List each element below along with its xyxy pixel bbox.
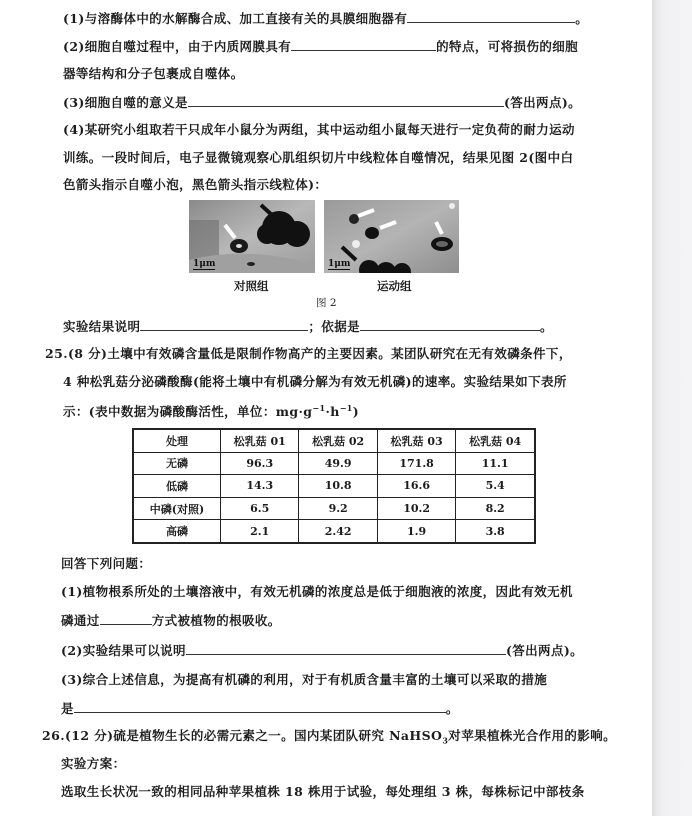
text: (2)实验结果可以说明 xyxy=(61,643,186,658)
punct: 。 xyxy=(540,319,553,334)
table-cell: 中磷(对照) xyxy=(133,497,221,520)
table-row xyxy=(133,452,535,475)
scale-bar-label: 1μm xyxy=(193,259,216,269)
table-cell: 2.42 xyxy=(299,520,377,543)
q25-line3 xyxy=(63,400,359,420)
answer-blank[interactable] xyxy=(407,10,575,23)
phosphatase-activity-table xyxy=(132,428,536,544)
q24-part1-text: (1)与溶酶体中的水解酶合成、加工直接有关的具膜细胞器有 xyxy=(63,11,408,26)
text: 26.(12 分)硫是植物生长的必需元素之一。国内某团队研究 NaHSO xyxy=(42,728,443,743)
q25-part1-line2 xyxy=(61,612,281,629)
text: (答出两点)。 xyxy=(505,643,584,658)
micrograph-exercise xyxy=(324,200,459,273)
table-header: 松乳菇 02 xyxy=(299,429,377,452)
figure-label: 图 2 xyxy=(316,297,337,309)
q25-part1-line1: (1)植物根系所处的土壤溶液中，有效无机磷的浓度总是低于细胞液的浓度，因此有效无机 xyxy=(61,584,573,599)
answer-intro: 回答下列问题： xyxy=(61,556,152,571)
table-header: 松乳菇 01 xyxy=(221,429,299,452)
q24-part3 xyxy=(63,94,581,111)
q24-part3-text: (3)细胞自噬的意义是 xyxy=(63,95,188,110)
q24-part4-line3: 色箭头指示自噬小泡，黑色箭头指示线粒体)： xyxy=(63,177,328,192)
table-cell: 高磷 xyxy=(133,520,221,543)
table-cell: 11.1 xyxy=(456,452,535,475)
q26-line1 xyxy=(42,728,616,749)
table-header: 松乳菇 03 xyxy=(377,429,455,452)
answer-blank[interactable] xyxy=(188,94,504,107)
table-cell: 10.2 xyxy=(377,497,455,520)
micrograph-control xyxy=(189,200,315,273)
q24-result xyxy=(63,318,553,335)
answer-blank[interactable] xyxy=(100,612,152,625)
q24-part2 xyxy=(63,38,578,55)
table-row xyxy=(133,497,535,520)
q24-part2-line2: 器等结构和分子包裹成自噬体。 xyxy=(63,66,244,81)
q24-part2-text: (2)细胞自噬过程中，由于内质网膜具有 xyxy=(63,39,292,54)
q25-part3-line1: (3)综合上述信息，为提高有机磷的利用，对于有机质含量丰富的土壤可以采取的措施 xyxy=(61,672,548,687)
q25-line1: 25.(8 分)土壤中有效磷含量低是限制作物高产的主要因素。某团队研究在无有效磷条件下， xyxy=(45,346,572,361)
q24-part2-mid: 的特点，可将损伤的细胞 xyxy=(436,39,579,54)
table-cell: 10.8 xyxy=(299,475,377,498)
answer-blank[interactable] xyxy=(140,318,308,331)
table-cell: 96.3 xyxy=(221,452,299,475)
q24-part1 xyxy=(63,10,588,27)
table-header: 处理 xyxy=(133,429,221,452)
q25-line2: 4 种松乳菇分泌磷酸酶(能将土壤中有机磷分解为有效无机磷)的速率。实验结果如下表所 xyxy=(63,374,567,389)
exponent: −1 xyxy=(312,403,326,413)
q25-part3-line2 xyxy=(61,700,459,717)
table-cell: 无磷 xyxy=(133,452,221,475)
table-cell: 低磷 xyxy=(133,475,221,498)
table-cell: 6.5 xyxy=(221,497,299,520)
text: 磷通过 xyxy=(61,613,100,628)
q26-line3: 选取生长状况一致的相同品种苹果植株 18 株用于试验，每处理组 3 株，每株标记中部枝条 xyxy=(61,784,585,799)
text: 方式被植物的根吸收。 xyxy=(151,613,281,628)
table-cell: 3.8 xyxy=(456,520,535,543)
result-label: 实验结果说明 xyxy=(63,319,141,334)
answer-blank[interactable] xyxy=(360,318,540,331)
viewer-background xyxy=(652,0,692,816)
q24-part4-line2: 训练。一段时间后，电子显微镜观察心肌组织切片中线粒体自噬情况，结果见图 2(图中白 xyxy=(63,150,574,165)
table-header: 松乳菇 04 xyxy=(456,429,535,452)
table-cell: 1.9 xyxy=(377,520,455,543)
scale-bar-label: 1μm xyxy=(328,259,351,269)
unit-text: 示：(表中数据为磷酸酶活性，单位：mg·g xyxy=(63,404,313,420)
table-cell: 14.3 xyxy=(221,475,299,498)
table-row xyxy=(133,520,535,543)
unit-text: ·h xyxy=(325,404,340,420)
table-header-row xyxy=(133,429,535,452)
table-cell: 16.6 xyxy=(377,475,455,498)
answer-blank[interactable] xyxy=(74,700,446,713)
result-mid: ；依据是 xyxy=(308,319,361,334)
table-cell: 49.9 xyxy=(299,452,377,475)
table-cell: 2.1 xyxy=(221,520,299,543)
table-cell: 5.4 xyxy=(456,475,535,498)
table-row xyxy=(133,475,535,498)
table-cell: 8.2 xyxy=(456,497,535,520)
subscript: 3 xyxy=(442,735,449,746)
text: 对苹果植株光合作用的影响。 xyxy=(448,728,616,743)
table-cell: 171.8 xyxy=(377,452,455,475)
table-cell: 9.2 xyxy=(299,497,377,520)
q25-part2 xyxy=(61,642,583,659)
q24-part3-end: (答出两点)。 xyxy=(503,95,582,110)
q24-part4-line1: (4)某研究小组取若干只成年小鼠分为两组，其中运动组小鼠每天进行一定负荷的耐力运动 xyxy=(63,122,575,137)
exponent: −1 xyxy=(339,403,353,413)
unit-text: ) xyxy=(352,404,360,420)
exercise-group-caption: 运动组 xyxy=(377,279,412,293)
text: 是 xyxy=(61,701,74,716)
answer-blank[interactable] xyxy=(186,642,506,655)
control-group-caption: 对照组 xyxy=(234,279,269,293)
answer-blank[interactable] xyxy=(291,38,436,51)
punct: 。 xyxy=(575,11,589,26)
punct: 。 xyxy=(445,701,459,716)
q26-line2: 实验方案： xyxy=(61,756,126,771)
